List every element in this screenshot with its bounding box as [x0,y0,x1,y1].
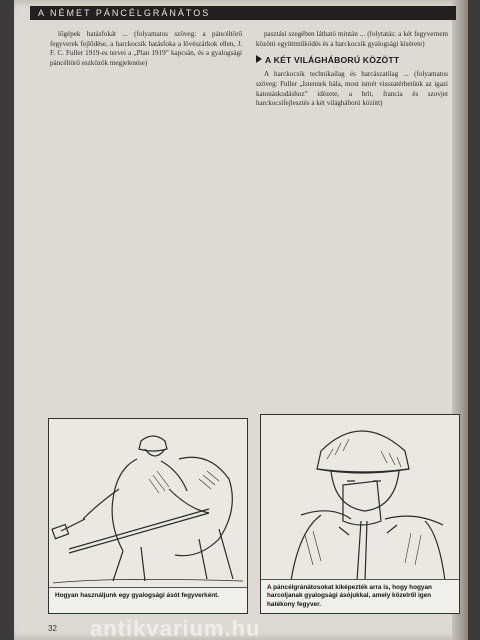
caption-text: A páncélgránátosokat kiképezték arra is, hogy hogyan harcoljanak gyalogsági ásójukkal, amely közelről igen hatékony fegyver. [267,584,432,608]
right-column-top-paragraph: pasztási szegében látható mintán ... (folytatás: a két fegyvernem közötti együttműködés és a harckocsik gyalogsági kísérete) [256,30,448,48]
illustration-caption [261,579,459,613]
running-header-title: A NÉMET PÁNCÉLGRÁNÁTOS [38,8,211,18]
watermark: antikvarium.hu [90,616,261,640]
illustration-caption [49,587,247,613]
left-column-paragraph: lőgépek hatásfokát ... (folyamatos szöveg: a páncéltörő fegyverek fejlődése, a harckocsik hatásfoka a lövészárkok ellen, J. F. C. Fuller 1919-es tervei a „Plan 1919” kapcsán, és a gyalogsági páncéltörő eszközök megjelenése) [50,30,242,68]
illustration-soldier-with-shovel [260,414,460,614]
page-number: 32 [48,624,57,633]
right-text-column [256,30,448,412]
right-column-bottom-paragraph: A harckocsik technikailag és harcászatilag ... (folyamatos szöveg: Fuller „Istennek hála, most ismét visszatérhetünk az igazi katonáskodáshoz” idézete, a brit, francia és szovjet harckocsifejlesztés a két világháború között) [256,70,448,108]
running-header [30,6,456,20]
soldiers-fighting-drawing [49,419,247,589]
illustration-shovel-fight [48,418,248,614]
heading-triangle-icon [256,55,262,63]
soldier-portrait-drawing [261,415,459,581]
book-page [14,0,468,640]
section-heading [256,55,448,66]
left-text-column [50,30,242,412]
caption-text: Hogyan használjunk egy gyalogsági ásót fegyverként. [55,592,220,599]
section-heading-text: A KÉT VILÁGHÁBORÚ KÖZÖTT [265,55,400,66]
